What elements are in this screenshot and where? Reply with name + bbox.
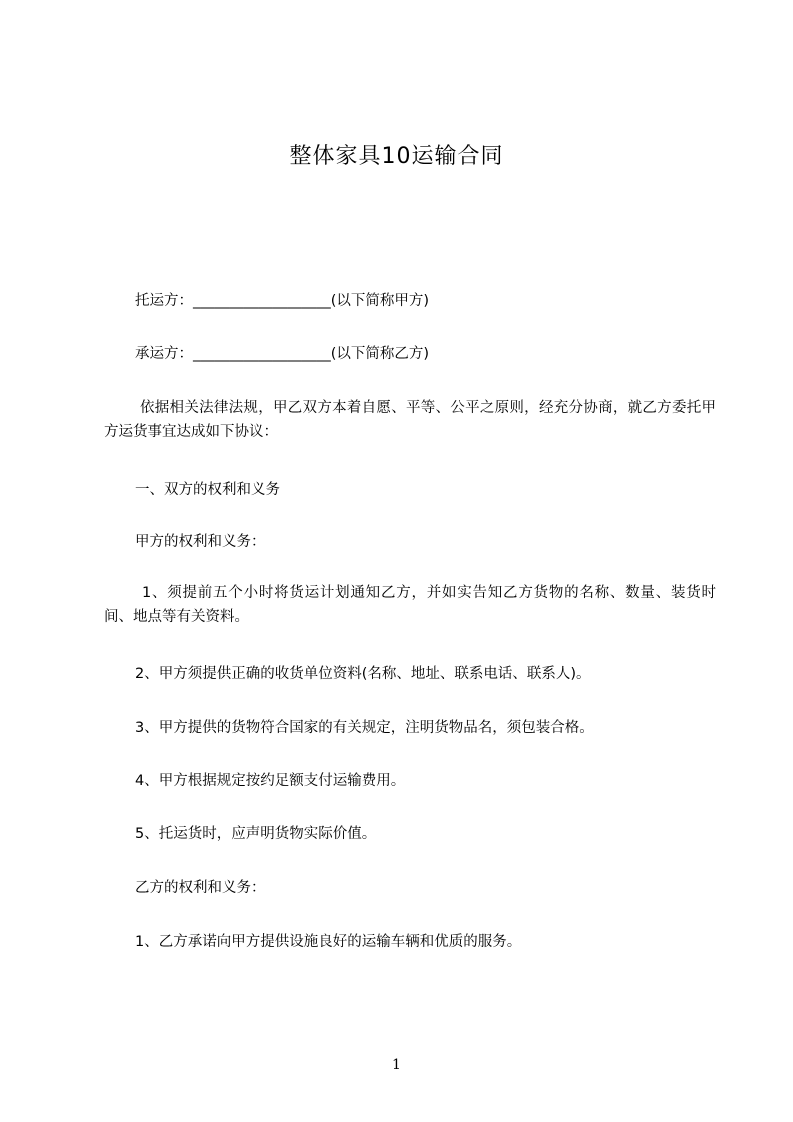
party-b-item-1: 1、乙方承诺向甲方提供设施良好的运输车辆和优质的服务。 [135, 934, 522, 950]
shipper-line: 托运方：___________________(以下简称甲方) [135, 293, 430, 309]
party-a-item-2: 2、甲方须提供正确的收货单位资料(名称、地址、联系电话、联系人)。 [135, 666, 591, 682]
party-a-item-1: 1、须提前五个小时将货运计划通知乙方，并如实告知乙方货物的名称、数量、装货时间、地点等有关资料。 [104, 585, 716, 625]
party-a-item-4: 4、甲方根据规定按约足额支付运输费用。 [135, 773, 406, 789]
party-a-item-3: 3、甲方提供的货物符合国家的有关规定，注明货物品名，须包装合格。 [135, 720, 594, 736]
section-heading-rights-obligations: 一、双方的权利和义务 [135, 482, 280, 498]
document-title: 整体家具10运输合同 [289, 144, 504, 169]
party-a-item-5: 5、托运货时，应声明货物实际价值。 [135, 826, 377, 842]
party-a-heading: 甲方的权利和义务： [135, 534, 266, 550]
intro-paragraph: 依据相关法律法规，甲乙双方本着自愿、平等、公平之原则，经充分协商，就乙方委托甲方运货事宜达成如下协议： [104, 400, 716, 440]
party-b-heading: 乙方的权利和义务： [135, 880, 266, 896]
carrier-line: 承运方：___________________(以下简称乙方) [135, 346, 430, 362]
page-number: 1 [392, 1057, 401, 1073]
